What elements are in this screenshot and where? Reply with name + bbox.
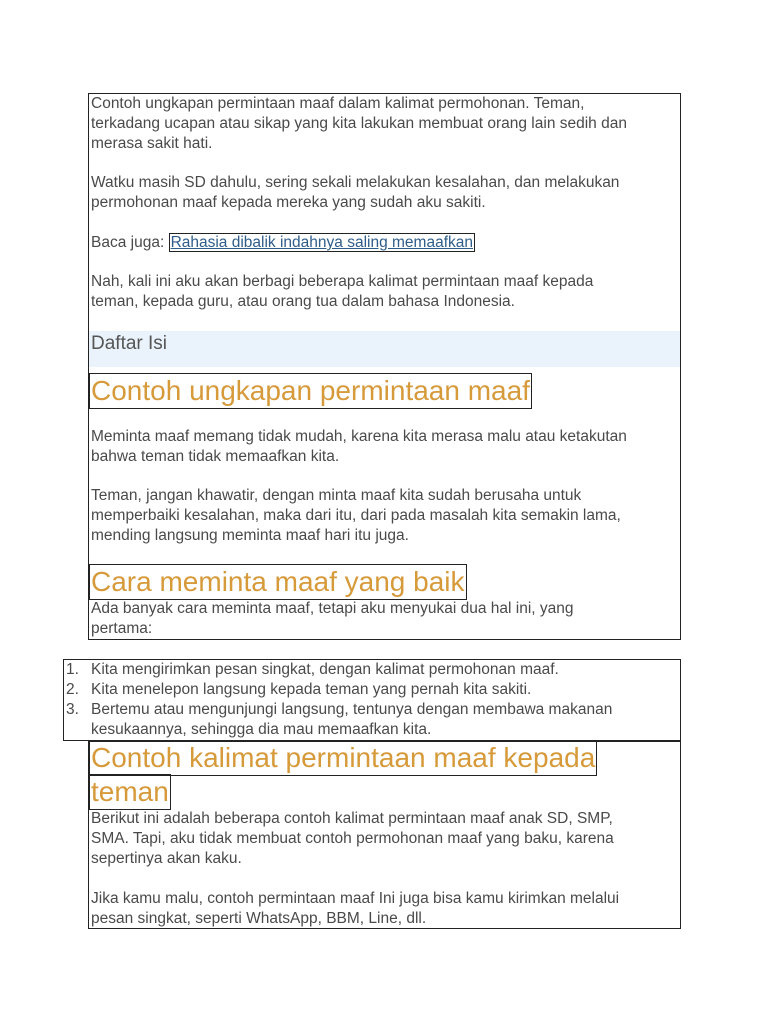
section-heading: Contoh kalimat permintaan maaf kepada: [89, 740, 597, 776]
intro-text: terkadang ucapan atau sikap yang kita lakukan membuat orang lain sedih dan: [91, 115, 627, 132]
intro-text: Contoh ungkapan permintaan maaf dalam kalimat permohonan. Teman,: [91, 95, 585, 112]
section-text: memperbaiki kesalahan, maka dari itu, dari pada masalah kita semakin lama,: [91, 507, 621, 524]
section-text: Ada banyak cara meminta maaf, tetapi aku menyukai dua hal ini, yang: [91, 600, 574, 617]
list-item: kesukaannya, sehingga dia mau memaafkan kita.: [91, 721, 432, 738]
section-heading: Contoh ungkapan permintaan maaf: [89, 373, 532, 409]
intro-text: Nah, kali ini aku akan berbagi beberapa kalimat permintaan maaf kepada: [91, 273, 594, 290]
section-heading: Cara meminta maaf yang baik: [89, 564, 467, 600]
section-text: sepertinya akan kaku.: [91, 850, 242, 867]
read-also: [91, 233, 475, 253]
section-text: mending langsung meminta maaf hari itu juga.: [91, 527, 409, 544]
section-text: pertama:: [91, 620, 153, 637]
toc-label: Daftar Isi: [91, 333, 168, 354]
list-item: Kita menelepon langsung kepada teman yang pernah kita sakiti.: [91, 681, 532, 698]
list-item-number: 1.: [66, 661, 79, 678]
read-also-label: Baca juga:: [91, 234, 165, 251]
section-text: bahwa teman tidak memaafkan kita.: [91, 448, 340, 465]
list-item-number: 3.: [66, 701, 79, 718]
intro-text: merasa sakit hati.: [91, 135, 213, 152]
table-of-contents[interactable]: [89, 331, 680, 367]
list-item-number: 2.: [66, 681, 79, 698]
section-text: SMA. Tapi, aku tidak membuat contoh permohonan maaf yang baku, karena: [91, 830, 614, 847]
intro-text: teman, kepada guru, atau orang tua dalam bahasa Indonesia.: [91, 293, 515, 310]
read-also-link[interactable]: Rahasia dibalik indahnya saling memaafkan: [170, 234, 473, 251]
intro-text: permohonan maaf kepada mereka yang sudah aku sakiti.: [91, 194, 486, 211]
section-text: pesan singkat, seperti WhatsApp, BBM, Line, dll.: [91, 910, 427, 927]
section-text: Teman, jangan khawatir, dengan minta maaf kita sudah berusaha untuk: [91, 487, 582, 504]
intro-text: Watku masih SD dahulu, sering sekali melakukan kesalahan, dan melakukan: [91, 174, 620, 191]
list-item: Kita mengirimkan pesan singkat, dengan kalimat permohonan maaf.: [91, 661, 559, 678]
section-text: Meminta maaf memang tidak mudah, karena kita merasa malu atau ketakutan: [91, 428, 627, 445]
section-text: Jika kamu malu, contoh permintaan maaf Ini juga bisa kamu kirimkan melalui: [91, 890, 620, 907]
list-item: Bertemu atau mengunjungi langsung, tentunya dengan membawa makanan: [91, 701, 613, 718]
section-text: Berikut ini adalah beberapa contoh kalimat permintaan maaf anak SD, SMP,: [91, 810, 613, 827]
section-heading: teman: [89, 774, 171, 810]
